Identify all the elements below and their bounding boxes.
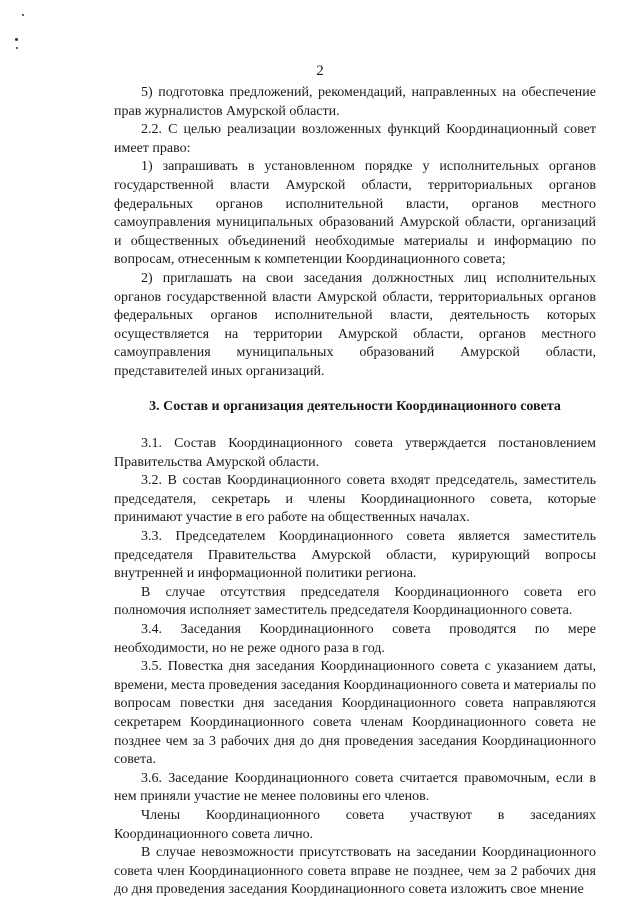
paragraph-3-5: 3.5. Повестка дня заседания Координационного совета с указанием даты, времени, места проведения заседания Координационного совета и материалы по вопросам повестки дня заседания Координационного совета направляются секретарем Координационного совета членам Координационного совета не позднее чем за 3 рабочих дня до дня проведения заседания Координационного совета. (114, 659, 597, 768)
paragraph-3-4: 3.4. Заседания Координационного совета проводятся по мере необходимости, но не реже одного раза в год. (114, 622, 596, 656)
paragraph-3-3-absence: В случае отсутствия председателя Координационного совета его полномочия исполняет заместитель председателя Координационного совета. (114, 584, 596, 619)
paragraph-3-6-members: Члены Координационного совета участвуют в заседаниях Координационного совета лично. (114, 807, 596, 842)
paragraph-right-1: 1) запрашивать в установленном порядке у исполнительных органов государственной власти Амурской области, территориальных органов федеральных органов исполнительной власти, органов местного самоуправления муниципальных образований Амурской области, организаций и общественных объединений необходимые материалы и информацию по вопросам, отнесенным к компетенции Координационного совета; (114, 159, 596, 268)
document-body (114, 84, 596, 900)
paragraph-2-2: 2.2. С целью реализации возложенных функций Координационный совет имеет право: (114, 122, 596, 156)
paragraph-item-5: 5) подготовка предложений, рекомендаций, направленных на обеспечение прав журналистов Амурской области. (114, 85, 596, 119)
paragraph-3-1: 3.1. Состав Координационного совета утверждается постановлением Правительства Амурской области. (114, 436, 596, 470)
page-number: 2 (316, 63, 324, 79)
paragraph-3-2: 3.2. В состав Координационного совета входят председатель, заместитель председателя, секретарь и члены Координационного совета, которые принимают участие в его работе на общественных началах. (114, 473, 596, 526)
paragraph-3-6: 3.6. Заседание Координационного совета считается правомочным, если в нем приняли участие не менее половины его членов. (114, 770, 596, 805)
scan-specks (14, 14, 28, 54)
paragraph-3-3: 3.3. Председателем Координационного совета является заместитель председателя Правительства Амурской области, курирующий вопросы внутренней и информационной политики региона. (114, 529, 596, 582)
paragraph-right-2: 2) приглашать на свои заседания должностных лиц исполнительных органов государственной власти Амурской области, территориальных органов федеральных органов исполнительной власти, деятельность которых осуществляется на территории Амурской области, органов местного самоуправления муниципальных образований Амурской области, представителей иных организаций. (114, 270, 596, 379)
paragraph-3-6-absence: В случае невозможности присутствовать на заседании Координационного совета член Координационного совета вправе не позднее, чем за 2 рабочих дня до дня проведения заседания Координационного совета изложить свое мнение (114, 845, 596, 898)
section-heading: 3. Состав и организация деятельности Координационного совета (149, 398, 561, 414)
